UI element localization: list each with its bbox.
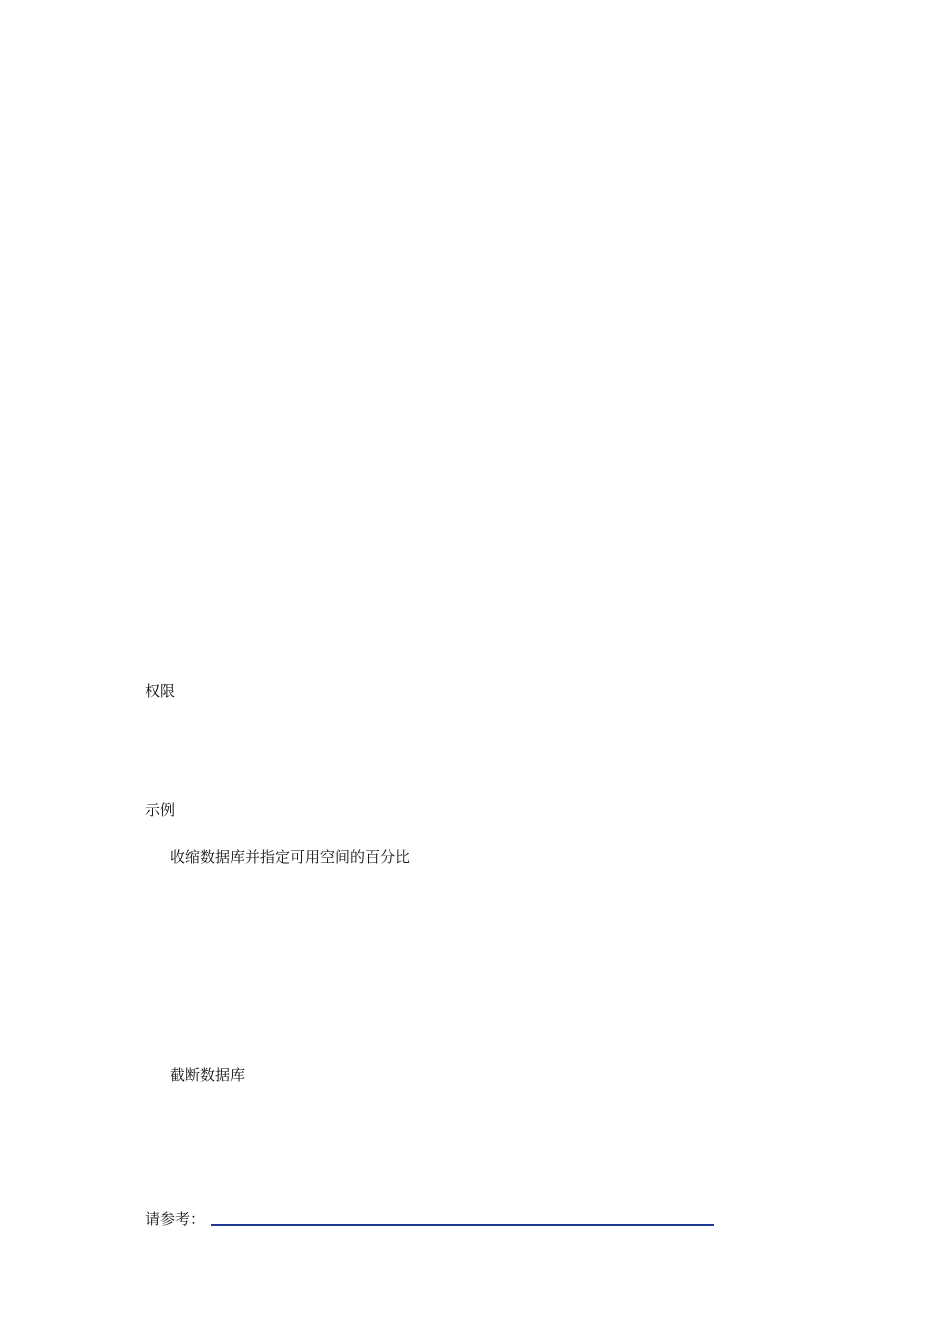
example-1-title: 收缩数据库并指定可用空间的百分比 — [170, 848, 411, 866]
reference-row — [145, 1209, 715, 1229]
examples-heading: 示例 — [145, 801, 176, 819]
permissions-heading: 权限 — [145, 682, 176, 700]
reference-label: 请参考： — [145, 1210, 206, 1228]
example-2-title: 截断数据库 — [170, 1066, 246, 1084]
reference-link-underline[interactable] — [211, 1224, 714, 1226]
